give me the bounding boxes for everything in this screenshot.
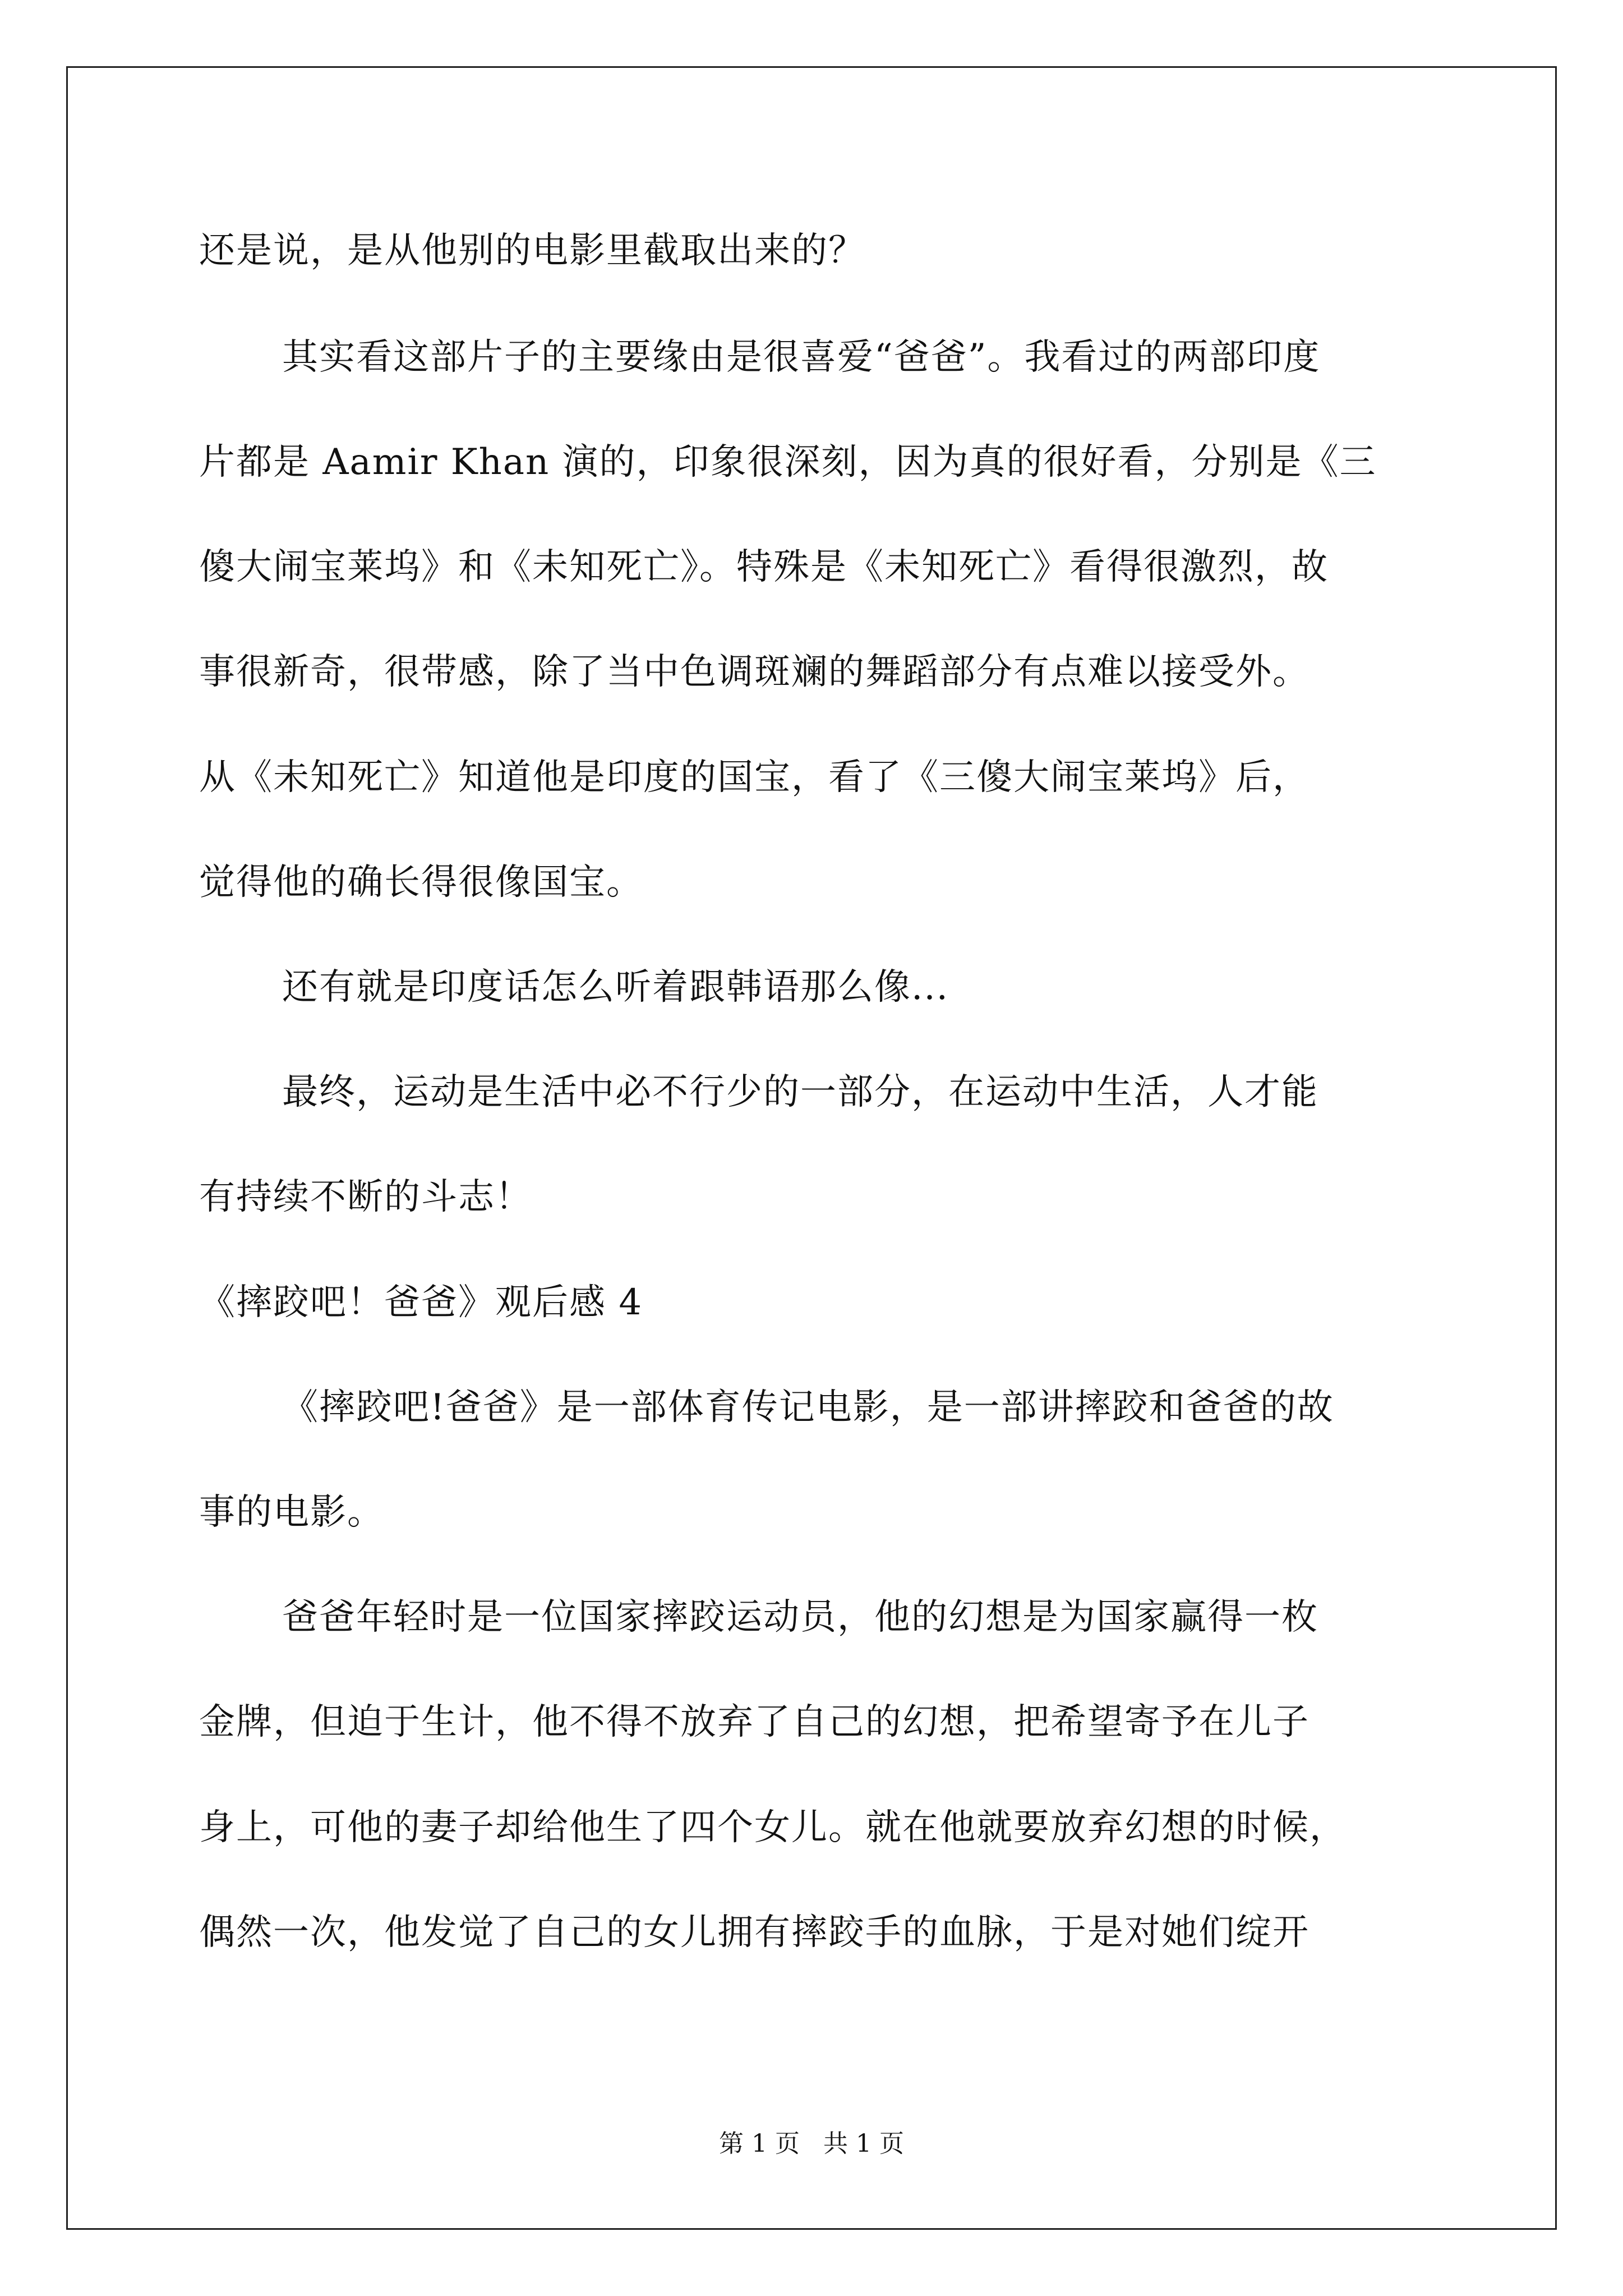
text-line: 身上，可他的妻子却给他生了四个女儿。就在他就要放弃幻想的时候，: [199, 1807, 1347, 1848]
text-line: 偶然一次，他发觉了自己的女儿拥有摔跤手的血脉，于是对她们绽开: [199, 1912, 1310, 1953]
paragraph-start-line: 还有就是印度话怎么听着跟韩语那么像...: [282, 967, 949, 1008]
text-line: 金牌，但迫于生计，他不得不放弃了自己的幻想，把希望寄予在儿子: [199, 1701, 1310, 1743]
total-pages: 共 1 页: [823, 2129, 904, 2158]
page-border: [66, 66, 1557, 2230]
paragraph-start-line: 爸爸年轻时是一位国家摔跤运动员，他的幻想是为国家赢得一枚: [282, 1596, 1318, 1638]
text-line: 觉得他的确长得很像国宝。: [199, 862, 643, 903]
text-line: 傻大闹宝莱坞》和《未知死亡》。特殊是《未知死亡》看得很激烈，故: [199, 546, 1329, 588]
paragraph-start-line: 最终，运动是生活中必不行少的一部分，在运动中生活，人才能: [282, 1071, 1318, 1113]
text-line: 片都是 Aamir Khan 演的，印象很深刻，因为真的很好看，分别是《三: [199, 441, 1377, 483]
text-line: 事很新奇，很带感，除了当中色调斑斓的舞蹈部分有点难以接受外。: [199, 651, 1310, 693]
page-footer: [0, 2129, 1623, 2158]
text-line: 还是说，是从他别的电影里截取出来的？: [199, 230, 865, 272]
paragraph-start-line: 《摔跤吧!爸爸》是一部体育传记电影，是一部讲摔跤和爸爸的故: [282, 1387, 1334, 1428]
paragraph-start-line: 其实看这部片子的主要缘由是很喜爱“爸爸”。我看过的两部印度: [282, 337, 1321, 378]
section-heading: 《摔跤吧！爸爸》观后感 4: [199, 1282, 643, 1323]
page-number: 第 1 页: [719, 2129, 800, 2158]
text-line: 从《未知死亡》知道他是印度的国宝，看了《三傻大闹宝莱坞》后，: [199, 757, 1310, 798]
text-line: 事的电影。: [199, 1492, 384, 1533]
text-line: 有持续不断的斗志！: [199, 1176, 532, 1218]
